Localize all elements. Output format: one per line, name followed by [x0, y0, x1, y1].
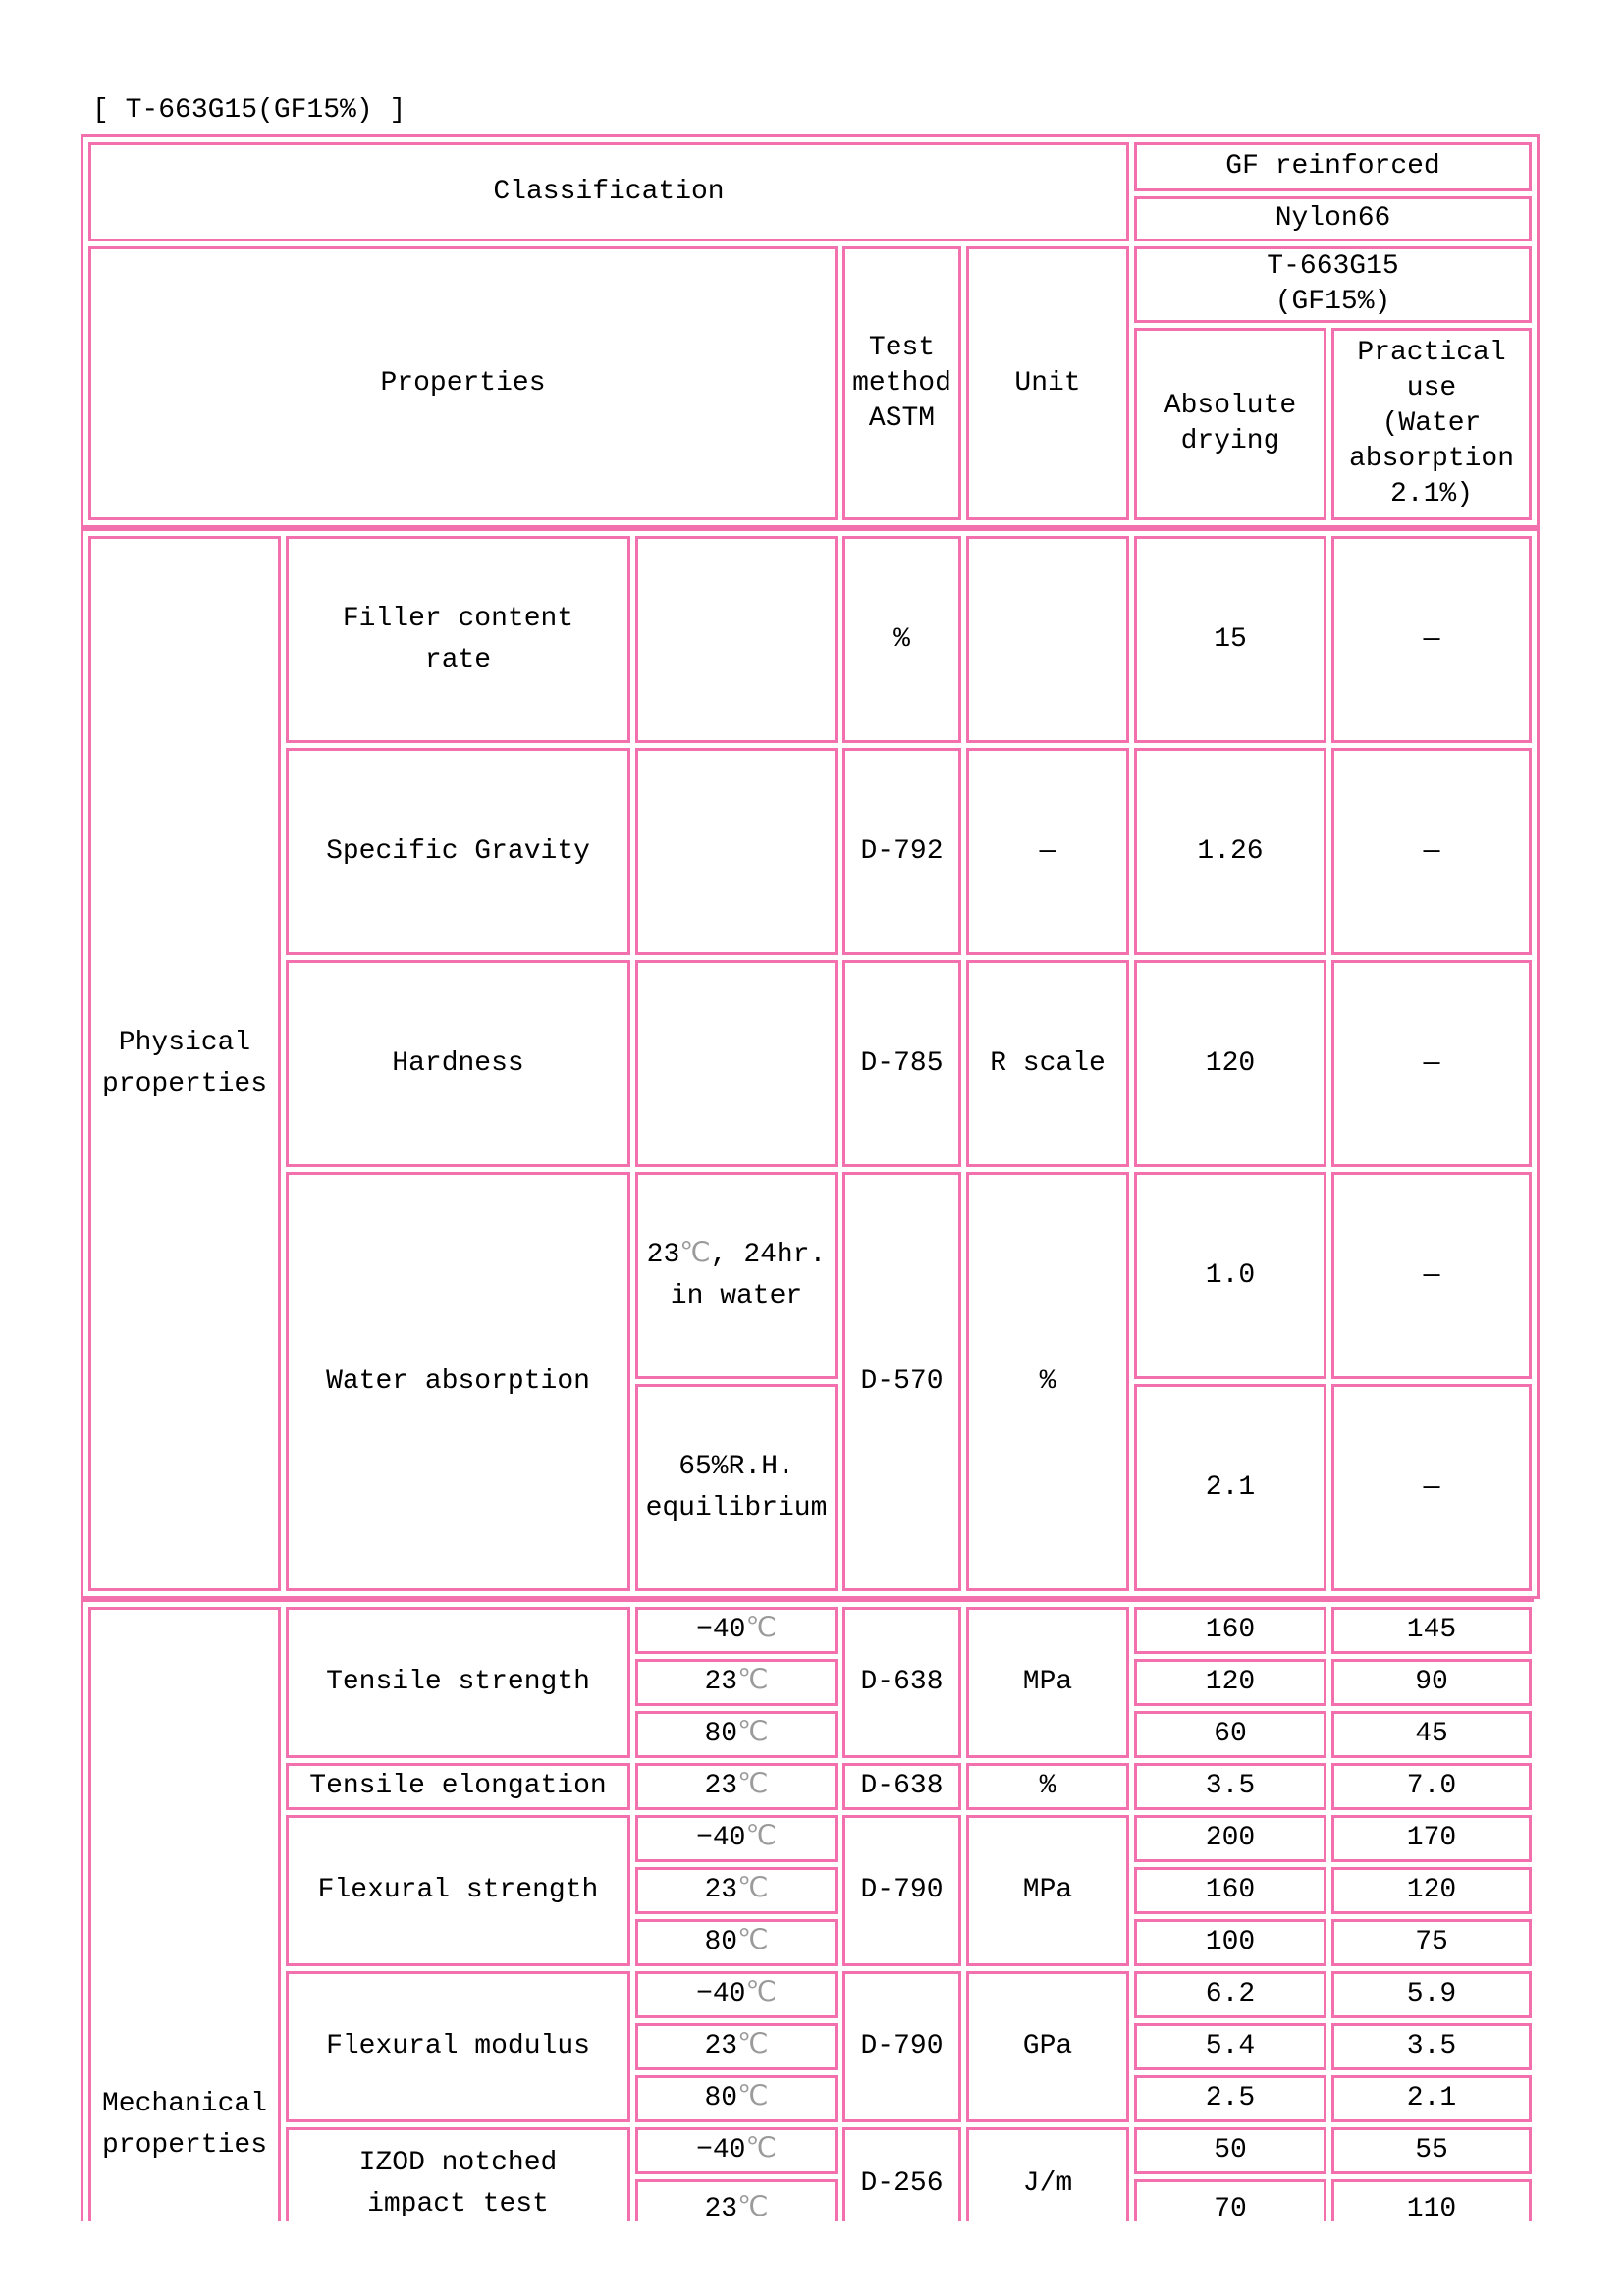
- test-method-cell: D-638: [842, 1607, 961, 1758]
- unit-header: Unit: [966, 246, 1129, 520]
- absolute-value: 1.26: [1134, 748, 1326, 955]
- condition-cell: 80℃: [635, 1711, 838, 1758]
- condition-cell: 23℃: [635, 1867, 838, 1914]
- absolute-value: 2.1: [1134, 1384, 1326, 1591]
- absolute-value: 100: [1134, 1919, 1326, 1966]
- test-method-cell: D-638: [842, 1763, 961, 1810]
- absolute-value: 160: [1134, 1867, 1326, 1914]
- unit-cell: [966, 536, 1129, 743]
- practical-value: 5.9: [1331, 1971, 1532, 2018]
- condition-cell: −40℃: [635, 1971, 838, 2018]
- test-method-cell: D-790: [842, 1971, 961, 2122]
- condition-cell: −40℃: [635, 2127, 838, 2174]
- physical-properties-table: [81, 528, 1540, 1599]
- absolute-value: 2.5: [1134, 2075, 1326, 2122]
- practical-value: 45: [1331, 1711, 1532, 1758]
- properties-header: Properties: [88, 246, 838, 520]
- absolute-drying-header: Absolute drying: [1134, 328, 1326, 520]
- grade-name-header: T-663G15 (GF15%): [1134, 246, 1532, 323]
- unit-cell: —: [966, 748, 1129, 955]
- property-name: Tensile strength: [286, 1607, 630, 1758]
- practical-value: —: [1331, 960, 1532, 1167]
- absolute-value: 3.5: [1134, 1763, 1326, 1810]
- unit-cell: R scale: [966, 960, 1129, 1167]
- absolute-value: 60: [1134, 1711, 1326, 1758]
- unit-cell: MPa: [966, 1607, 1129, 1758]
- test-method-cell: D-256: [842, 2127, 961, 2221]
- category-physical: Physical properties: [88, 536, 281, 1591]
- practical-value: 3.5: [1331, 2023, 1532, 2070]
- practical-value: 90: [1331, 1659, 1532, 1706]
- property-name: Tensile elongation: [286, 1763, 630, 1810]
- property-name: Water absorption: [286, 1172, 630, 1591]
- absolute-value: 1.0: [1134, 1172, 1326, 1379]
- condition-cell: −40℃: [635, 1607, 838, 1654]
- practical-value: 145: [1331, 1607, 1532, 1654]
- category-mechanical: Mechanical properties: [88, 1607, 281, 2221]
- mechanical-table-clip: [81, 1599, 1534, 2221]
- condition-cell: [635, 748, 838, 955]
- practical-value: 75: [1331, 1919, 1532, 1966]
- condition-cell: 80℃: [635, 1919, 838, 1966]
- property-name: Filler content rate: [286, 536, 630, 743]
- practical-value: 170: [1331, 1815, 1532, 1862]
- practical-value: —: [1331, 536, 1532, 743]
- page-title: [ T-663G15(GF15%) ]: [92, 95, 406, 126]
- unit-cell: %: [966, 1172, 1129, 1591]
- practical-value: 2.1: [1331, 2075, 1532, 2122]
- test-method-cell: D-570: [842, 1172, 961, 1591]
- test-method-cell: D-792: [842, 748, 961, 955]
- mechanical-properties-table: [81, 1599, 1534, 2221]
- absolute-value: 120: [1134, 960, 1326, 1167]
- practical-value: 7.0: [1331, 1763, 1532, 1810]
- property-name: IZOD notched impact test: [286, 2127, 630, 2221]
- condition-cell: [635, 960, 838, 1167]
- condition-cell: 23℃: [635, 2179, 838, 2221]
- test-method-header: Test method ASTM: [842, 246, 961, 520]
- practical-value: —: [1331, 1172, 1532, 1379]
- practical-value: 120: [1331, 1867, 1532, 1914]
- condition-cell: −40℃: [635, 1815, 838, 1862]
- classification-header: Classification: [88, 142, 1129, 241]
- unit-cell: MPa: [966, 1815, 1129, 1966]
- unit-cell: J/m: [966, 2127, 1129, 2221]
- condition-cell: 80℃: [635, 2075, 838, 2122]
- condition-cell: [635, 536, 838, 743]
- classification-header-table: [81, 134, 1540, 528]
- reinforcement-header: GF reinforced: [1134, 142, 1532, 191]
- absolute-value: 6.2: [1134, 1971, 1326, 2018]
- absolute-value: 200: [1134, 1815, 1326, 1862]
- property-name: Specific Gravity: [286, 748, 630, 955]
- practical-value: 55: [1331, 2127, 1532, 2174]
- absolute-value: 5.4: [1134, 2023, 1326, 2070]
- condition-cell: 23℃, 24hr. in water: [635, 1172, 838, 1379]
- property-name: Flexural strength: [286, 1815, 630, 1966]
- test-method-cell: D-785: [842, 960, 961, 1167]
- condition-cell: 23℃: [635, 1659, 838, 1706]
- property-name: Flexural modulus: [286, 1971, 630, 2122]
- absolute-value: 15: [1134, 536, 1326, 743]
- unit-cell: %: [966, 1763, 1129, 1810]
- absolute-value: 50: [1134, 2127, 1326, 2174]
- absolute-value: 70: [1134, 2179, 1326, 2221]
- test-method-cell: D-790: [842, 1815, 961, 1966]
- condition-cell: 23℃: [635, 1763, 838, 1810]
- absolute-value: 120: [1134, 1659, 1326, 1706]
- practical-value: —: [1331, 748, 1532, 955]
- practical-use-header: Practical use (Water absorption 2.1%): [1331, 328, 1532, 520]
- unit-cell: GPa: [966, 1971, 1129, 2122]
- spec-sheet: [81, 134, 1534, 2221]
- test-method-cell: %: [842, 536, 961, 743]
- condition-cell: 23℃: [635, 2023, 838, 2070]
- base-resin-header: Nylon66: [1134, 196, 1532, 241]
- condition-cell: 65%R.H. equilibrium: [635, 1384, 838, 1591]
- practical-value: —: [1331, 1384, 1532, 1591]
- absolute-value: 160: [1134, 1607, 1326, 1654]
- practical-value: 110: [1331, 2179, 1532, 2221]
- property-name: Hardness: [286, 960, 630, 1167]
